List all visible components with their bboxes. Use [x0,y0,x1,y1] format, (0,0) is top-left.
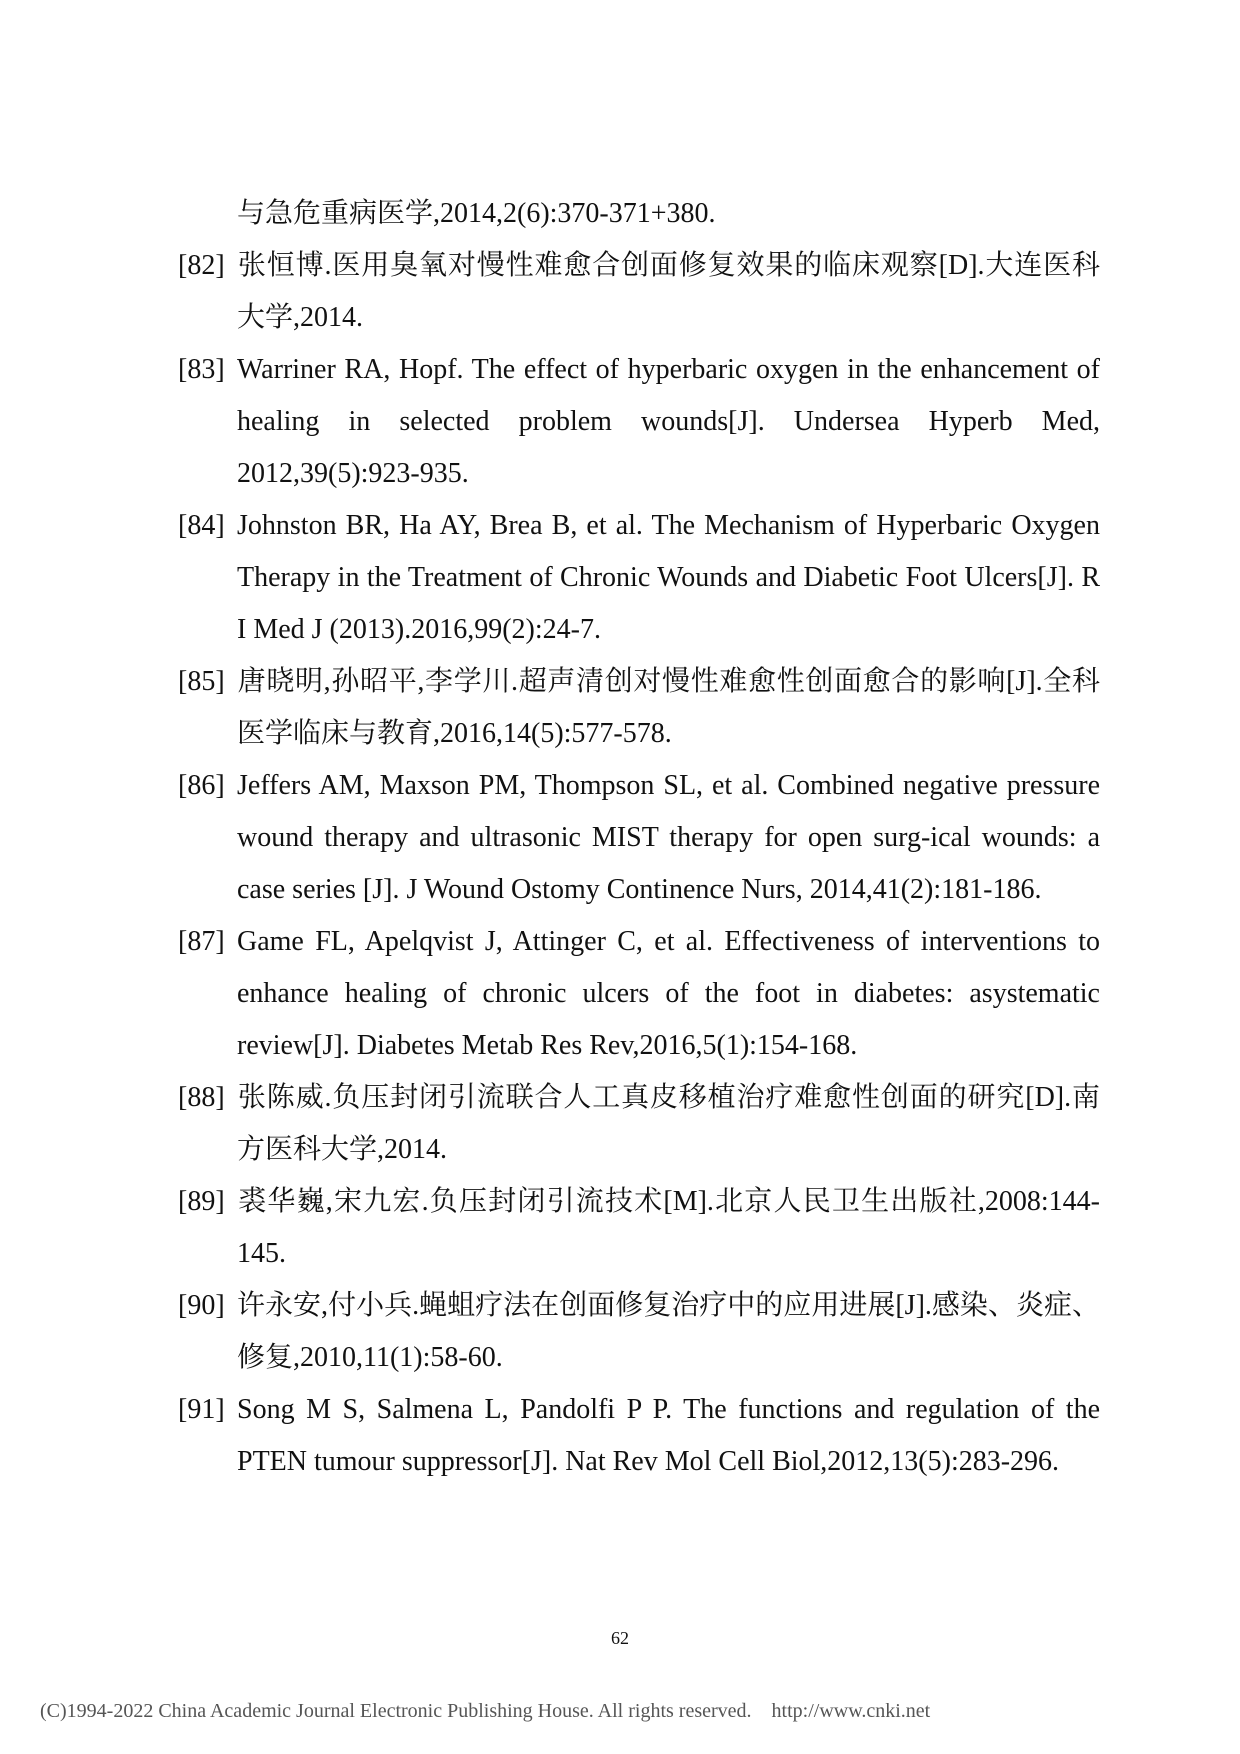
reference-85 [178,656,1100,760]
reference-text: 张陈威.负压封闭引流联合人工真皮移植治疗难愈性创面的研究[D].南方医科大学,2014. [237,1082,1100,1165]
reference-text: 唐晓明,孙昭平,李学川.超声清创对慢性难愈性创面愈合的影响[J].全科医学临床与教育,2016,14(5):577-578. [237,666,1100,749]
reference-number: [84] [178,510,225,541]
reference-text: 张恒博.医用臭氧对慢性难愈合创面修复效果的临床观察[D].大连医科大学,2014. [237,250,1100,333]
reference-number: [89] [178,1186,225,1217]
reference-number: [88] [178,1082,225,1113]
reference-91 [178,1384,1100,1488]
reference-87 [178,916,1100,1072]
reference-number: [90] [178,1290,225,1321]
reference-text: 裘华巍,宋九宏.负压封闭引流技术[M].北京人民卫生出版社,2008:144-145. [237,1186,1100,1269]
reference-number: [83] [178,354,225,385]
reference-continuation: 与急危重病医学,2014,2(6):370-371+380. [237,198,716,229]
reference-text: Johnston BR, Ha AY, Brea B, et al. The Mechanism of Hyperbaric Oxygen Therapy in the Treatment of Chronic Wounds and Diabetic Foot Ulcers[J]. R I Med J (2013).2016,99(2):24-7. [237,510,1100,645]
reference-number: [91] [178,1394,225,1425]
page-number: 62 [611,1628,629,1648]
reference-number: [85] [178,666,225,697]
reference-text: Game FL, Apelqvist J, Attinger C, et al. Effectiveness of interventions to enhance healing of chronic ulcers of the foot in diabetes: asystematic review[J]. Diabetes Metab Res Rev,2016,5(1):154-168. [237,926,1100,1061]
reference-text: 许永安,付小兵.蝇蛆疗法在创面修复治疗中的应用进展[J].感染、炎症、修复,2010,11(1):58-60. [237,1290,1100,1373]
reference-84 [178,500,1100,656]
reference-83 [178,344,1100,500]
reference-text: Jeffers AM, Maxson PM, Thompson SL, et al. Combined negative pressure wound therapy and ultrasonic MIST therapy for open surg-ical wounds: a case series [J]. J Wound Ostomy Continence Nurs, 2014,41(2):181-186. [237,770,1100,905]
reference-88 [178,1072,1100,1176]
reference-number: [86] [178,770,225,801]
reference-text: Song M S, Salmena L, Pandolfi P P. The functions and regulation of the PTEN tumour suppressor[J]. Nat Rev Mol Cell Biol,2012,13(5):283-296. [237,1394,1100,1477]
reference-number: [82] [178,250,225,281]
reference-text: Warriner RA, Hopf. The effect of hyperbaric oxygen in the enhancement of healing in selected problem wounds[J]. Undersea Hyperb Med, 2012,39(5):923-935. [237,354,1100,489]
reference-86 [178,760,1100,916]
reference-89 [178,1176,1100,1280]
reference-90 [178,1280,1100,1384]
reference-list [178,188,1100,1488]
reference-number: [87] [178,926,225,957]
reference-82 [178,240,1100,344]
copyright-footer: (C)1994-2022 China Academic Journal Electronic Publishing House. All rights reserved. http://www.cnki.net [40,1700,931,1722]
